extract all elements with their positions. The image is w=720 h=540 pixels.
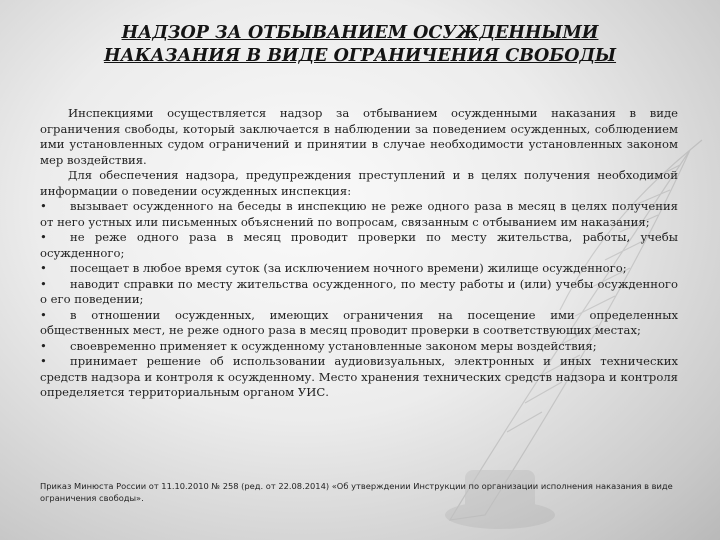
list-item	[40, 199, 678, 230]
list-item-text: в отношении осужденных, имеющих ограничения на посещение ими определенных общественных мест, не реже одного раза в месяц проводит проверки в соответствующих местах;	[40, 307, 678, 337]
list-item	[40, 308, 678, 339]
list-item-text: не реже одного раза в месяц проводит проверки по месту жительства, работы, учебы осужденного;	[40, 230, 678, 260]
list-item-text: своевременно применяет к осужденному установленные законом меры воздействия;	[70, 338, 597, 353]
bullet-icon: •	[40, 276, 47, 291]
list-item-text: посещает в любое время суток (за исключением ночного времени) жилище осужденного;	[70, 261, 627, 275]
list-item-text: наводит справки по месту жительства осужденного, по месту работы и (или) учебы осужденного о его поведении;	[40, 276, 678, 306]
footnote-source: Приказ Минюста России от 11.10.2010 № 258 (ред. от 22.08.2014) «Об утверждении Инструкции по организации исполнения наказания в виде ограничения свободы».	[40, 481, 673, 503]
list-item	[40, 230, 678, 261]
bullet-icon: •	[40, 354, 47, 368]
intro-paragraph: Инспекциями осуществляется надзор за отбыванием осужденными наказания в виде ограничения свободы, который заключается в наблюдении за поведением осужденных, соблюдением ими установленных судом ограничений и принятии в случае необходимости установленных законом мер воздействия.	[40, 106, 678, 167]
bullet-icon: •	[40, 261, 47, 275]
bullet-icon: •	[40, 230, 47, 244]
bullet-icon: •	[40, 338, 47, 353]
slide-title	[60, 22, 660, 68]
list-item	[40, 339, 678, 355]
list-item-text: вызывает осужденного на беседы в инспекцию не реже одного раза в месяц в целях получения от него устных или письменных объяснений по вопросам, связанным с отбыванием им наказания;	[40, 199, 678, 229]
list-item-text: принимает решение об использовании аудиовизуальных, электронных и иных технических средств надзора и контроля к осужденному. Место хранения технических средств надзора и контроля определяется территориальным органом УИС.	[40, 354, 678, 399]
bullet-icon: •	[40, 199, 47, 213]
list-item	[40, 354, 678, 401]
title-line-1: НАДЗОР ЗА ОТБЫВАНИЕМ ОСУЖДЕННЫМИ	[121, 23, 599, 43]
bullet-icon: •	[40, 307, 47, 322]
body-text	[40, 106, 678, 401]
list-item	[40, 277, 678, 308]
list-item	[40, 261, 678, 277]
lead-paragraph: Для обеспечения надзора, предупреждения преступлений и в целях получения необходимой информации о поведении осужденных инспекция:	[40, 168, 678, 198]
title-line-2: НАКАЗАНИЯ В ВИДЕ ОГРАНИЧЕНИЯ СВОБОДЫ	[103, 46, 617, 66]
